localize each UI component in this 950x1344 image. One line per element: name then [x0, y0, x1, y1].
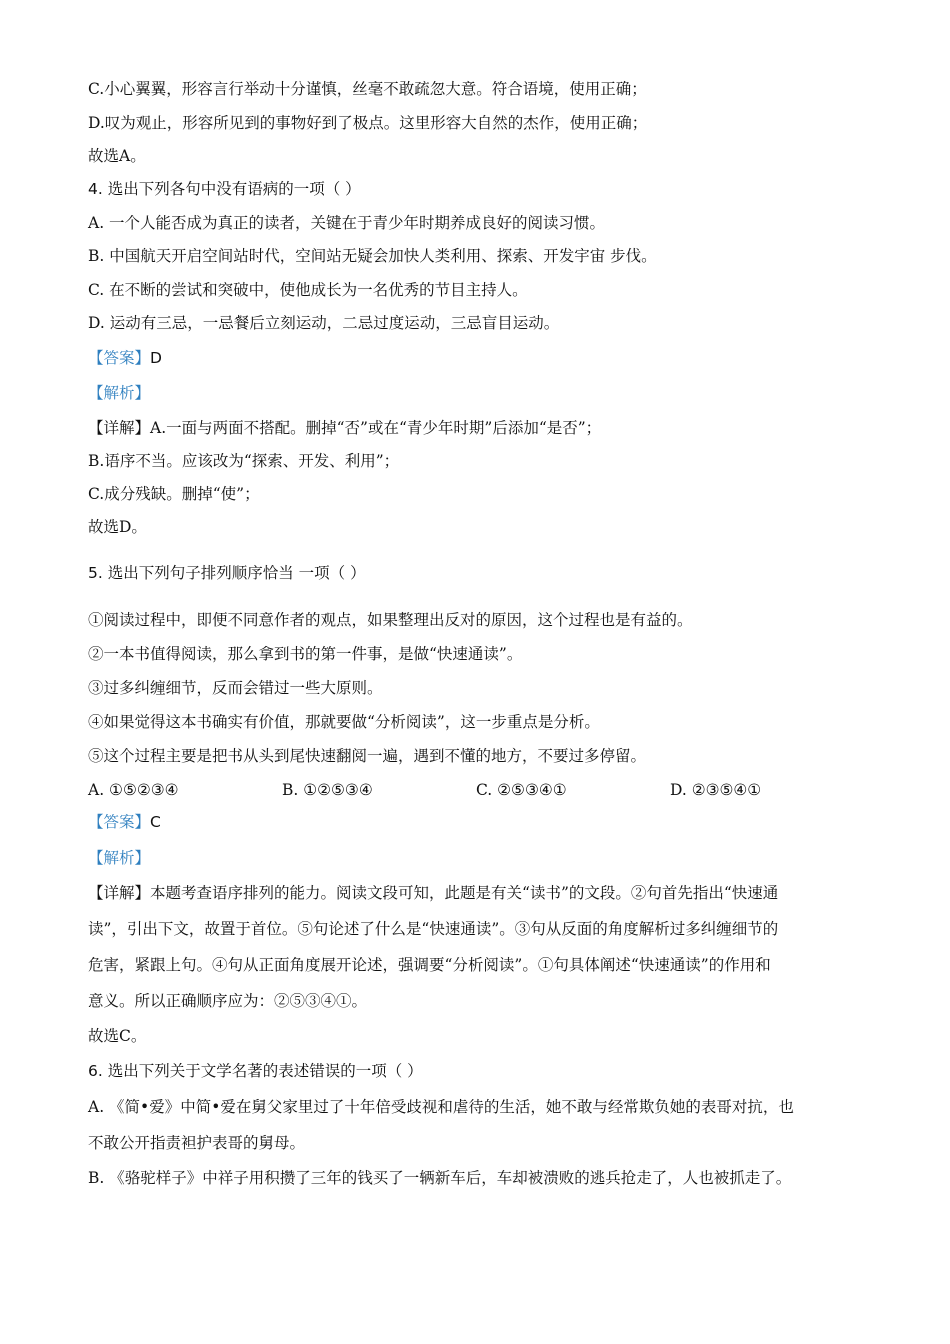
prev-option-c-analysis: C.小心翼翼，形容言行举动十分谨慎，丝毫不敢疏忽大意。符合语境，使用正确； [88, 80, 647, 98]
question-4-number: 4. [88, 180, 103, 198]
answer-value: D [150, 349, 162, 367]
question-5-detail-1 [88, 882, 778, 904]
answer-tag: 【答案】 [88, 813, 151, 831]
detail-line: A.一面与两面不搭配。删掉“否”或在“青少年时期”后添加“是否”； [150, 419, 602, 437]
question-5-analysis-tag [88, 847, 150, 869]
question-5-conclusion: 故选C。 [88, 1027, 147, 1045]
question-4-option-d: D. 运动有三忌，一忌餐后立刻运动，二忌过度运动，三忌盲目运动。 [88, 314, 560, 332]
question-4-stem [88, 178, 361, 200]
question-4-analysis-tag [88, 382, 150, 404]
question-6-option-a: A. 《简•爱》中简•爱在舅父家里过了十年倍受歧视和虐待的生活，她不敢与经常欺负她的表哥对抗，也 [88, 1098, 794, 1116]
question-6-number: 6. [88, 1062, 103, 1080]
question-4-detail-b: B.语序不当。应该改为“探索、开发、利用”； [88, 452, 400, 470]
question-5-option-c: C. ②⑤③④① [476, 781, 567, 799]
prev-option-d-analysis: D.叹为观止，形容所见到的事物好到了极点。这里形容大自然的杰作，使用正确； [88, 114, 648, 132]
question-5-text: 选出下列句子排列顺序恰当 一项（ ） [107, 564, 366, 582]
question-4-option-c: C. 在不断的尝试和突破中，使他成长为一名优秀的节目主持人。 [88, 281, 528, 299]
question-5-sentence-2: ②一本书值得阅读，那么拿到书的第一件事，是做“快速通读”。 [88, 645, 523, 663]
question-4-option-a: A. 一个人能否成为真正的读者，关键在于青少年时期养成良好的阅读习惯。 [88, 214, 606, 232]
detail-tag: 【详解】 [88, 419, 151, 437]
question-6-option-b: B. 《骆驼样子》中祥子用积攒了三年的钱买了一辆新车后，车却被溃败的逃兵抢走了，人也被抓走了。 [88, 1169, 792, 1187]
analysis-tag: 【解析】 [88, 849, 151, 867]
analysis-tag: 【解析】 [88, 384, 151, 402]
question-4-detail [88, 417, 601, 439]
question-5-option-a: A. ①⑤②③④ [88, 781, 179, 799]
question-4-conclusion: 故选D。 [88, 518, 147, 536]
detail-tag: 【详解】 [88, 884, 151, 902]
question-5-option-d: D. ②③⑤④① [670, 781, 762, 799]
question-5-sentence-5: ⑤这个过程主要是把书从头到尾快速翻阅一遍，遇到不懂的地方，不要过多停留。 [88, 747, 647, 765]
question-5-detail-2: 读”，引出下文，故置于首位。⑤句论述了什么是“快速通读”。③句从反面的角度解析过多纠缠细节的 [88, 920, 779, 938]
question-5-option-b: B. ①②⑤③④ [282, 781, 373, 799]
prev-conclusion: 故选A。 [88, 147, 146, 165]
question-4-answer [88, 347, 162, 369]
answer-value: C [150, 813, 161, 831]
question-4-option-b: B. 中国航天开启空间站时代，空间站无疑会加快人类利用、探索、开发宇宙 步伐。 [88, 247, 657, 265]
question-5-sentence-1: ①阅读过程中，即便不同意作者的观点，如果整理出反对的原因，这个过程也是有益的。 [88, 611, 693, 629]
question-5-answer [88, 811, 161, 833]
answer-tag: 【答案】 [88, 349, 151, 367]
question-5-stem [88, 562, 366, 584]
question-5-detail-4: 意义。所以正确顺序应为：②⑤③④①。 [88, 992, 368, 1010]
question-6-stem [88, 1060, 423, 1082]
question-5-number: 5. [88, 564, 103, 582]
question-6-text: 选出下列关于文学名著的表述错误的一项（ ） [107, 1062, 423, 1080]
question-4-text: 选出下列各句中没有语病的一项（ ） [107, 180, 361, 198]
question-4-detail-c: C.成分残缺。删掉“使”； [88, 485, 260, 503]
question-5-sentence-4: ④如果觉得这本书确实有价值，那就要做“分析阅读”，这一步重点是分析。 [88, 713, 600, 731]
question-6-option-a-cont: 不敢公开指责袒护表哥的舅母。 [88, 1134, 306, 1152]
detail-line: 本题考查语序排列的能力。阅读文段可知，此题是有关“读书”的文段。②句首先指出“快速通 [150, 884, 779, 902]
question-5-detail-3: 危害，紧跟上句。④句从正面角度展开论述，强调要“分析阅读”。①句具体阐述“快速通读”的作用和 [88, 956, 771, 974]
question-5-sentence-3: ③过多纠缠细节，反而会错过一些大原则。 [88, 679, 383, 697]
